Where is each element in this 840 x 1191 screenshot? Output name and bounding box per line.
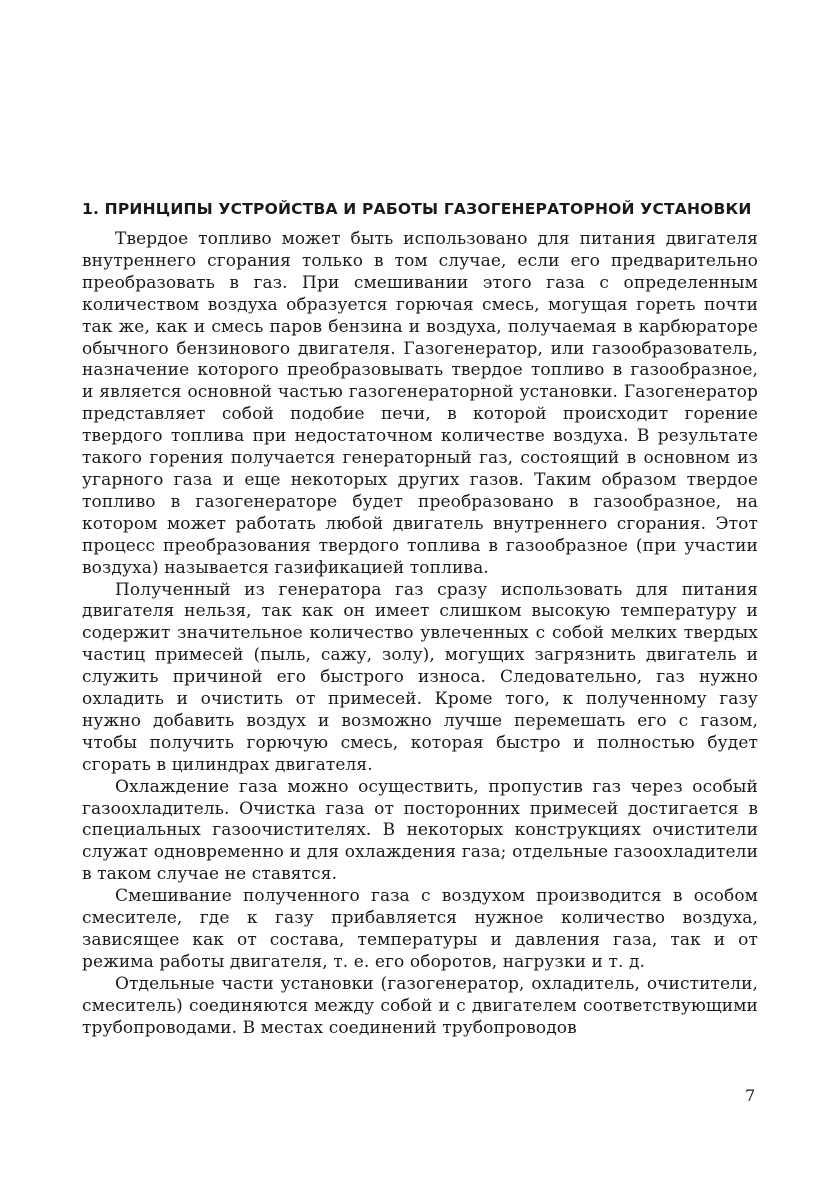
paragraph-1: Твердое топливо может быть использовано для питания двигателя внутреннего сгорания только в том случае, если его предварительно преобразовать в газ. При смешивании этого газа с определенным количеством воздуха образуется горючая смесь, могущая гореть почти так же, как и смесь паров бензина и воздуха, получаемая в карбюраторе обычного бензинового двигателя. Газогенератор, или газообразователь, назначение которого преобразовывать твердое топливо в газообразное, и является основной частью газогенераторной установки. Газогенератор представляет собой подобие печи, в которой происходит горение твердого топлива при недостаточном количестве воздуха. В результате такого горения получается генераторный газ, состоящий в основном из угарного газа и еще некоторых других газов. Таким образом твердое топливо в газогенераторе будет преобразовано в газообразное, на котором может работать любой двигатель внутреннего сгорания. Этот процесс преобразования твердого топлива в газообразное (при участии воздуха) называется газификацией топлива. xyxy=(82,229,758,578)
paragraph-5: Отдельные части установки (газогенератор, охладитель, очистители, смеситель) соединяются между собой и с двигателем соответствующими трубопроводами. В местах соединений трубопроводов xyxy=(82,973,758,1038)
section-heading: 1. ПРИНЦИПЫ УСТРОЙСТВА И РАБОТЫ ГАЗОГЕНЕРАТОРНОЙ УСТАНОВКИ xyxy=(82,200,752,218)
page-body xyxy=(82,200,758,1040)
paragraph-4: Смешивание полученного газа с воздухом производится в особом смесителе, где к газу прибавляется нужное количество воздуха, зависящее как от состава, температуры и давления газа, так и от режима работы двигателя, т. е. его оборотов, нагрузки и т. д. xyxy=(82,886,758,972)
page-number: 7 xyxy=(745,1086,756,1105)
paragraph-3: Охлаждение газа можно осуществить, пропустив газ через особый газоохладитель. Очистка газа от посторонних примесей достигается в специальных газоочистителях. В некоторых конструкциях очистители служат одновременно и для охлаждения газа; отдельные газоохладители в таком случае не ставятся. xyxy=(82,776,758,885)
paragraph-2: Полученный из генератора газ сразу использовать для питания двигателя нельзя, так как он имеет слишком высокую температуру и содержит значительное количество увлеченных с собой мелких твердых частиц примесей (пыль, сажу, золу), могущих загрязнить двигатель и служить причиной его быстрого износа. Следовательно, газ нужно охладить и очистить от примесей. Кроме того, к полученному газу нужно добавить воздух и возможно лучше перемешать его с газом, чтобы получить горючую смесь, которая быстро и полностью будет сгорать в цилиндрах двигателя. xyxy=(82,579,758,775)
